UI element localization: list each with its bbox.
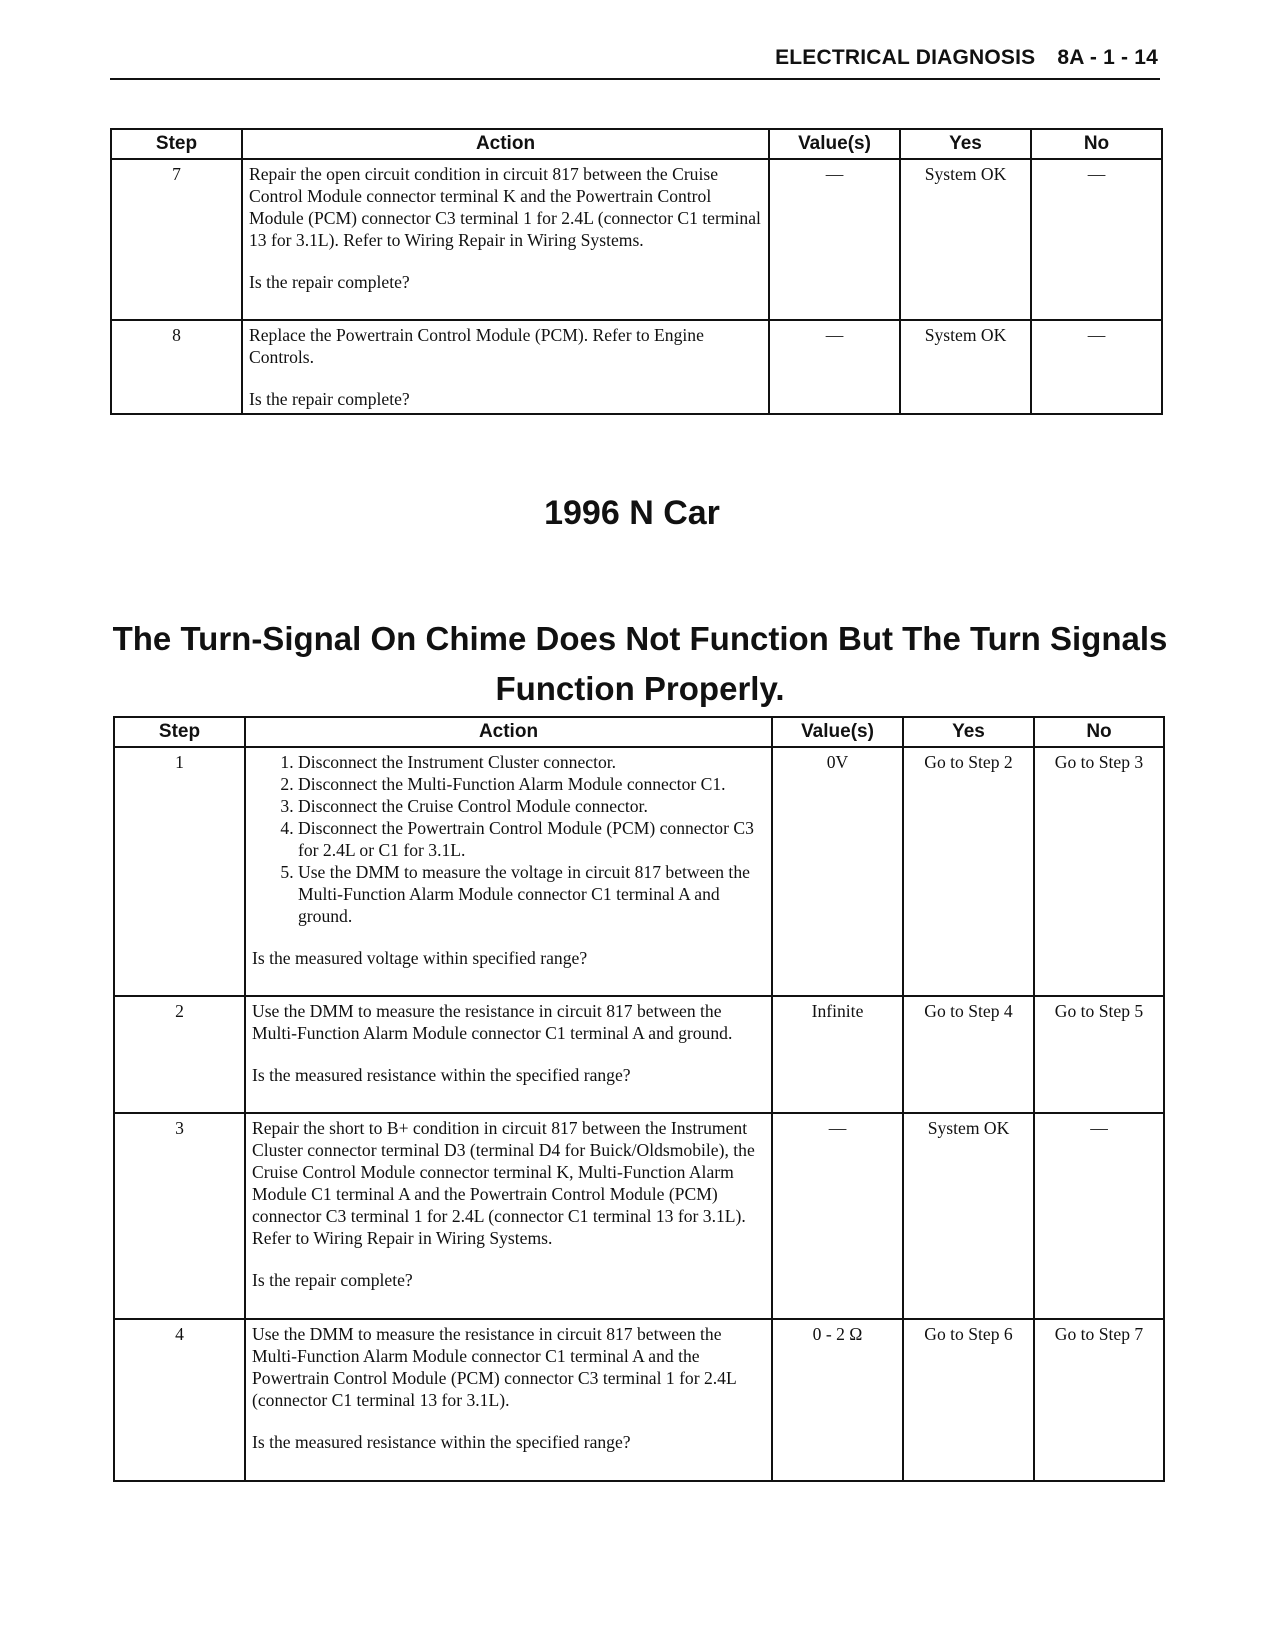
col-header-values: Value(s) [772,717,903,747]
yes-cell: System OK [903,1113,1034,1319]
col-header-action: Action [242,129,769,159]
header-text [775,46,1158,70]
table-header-row [111,129,1162,159]
action-step: 1. Disconnect the Instrument Cluster connector. [298,751,765,773]
col-header-no: No [1031,129,1162,159]
no-cell: — [1034,1113,1164,1319]
action-step-list [252,751,765,927]
action-step: 3. Disconnect the Cruise Control Module connector. [298,795,765,817]
action-question: Is the repair complete? [252,1270,413,1290]
yes-cell: Go to Step 4 [903,996,1034,1113]
action-text: Use the DMM to measure the resistance in circuit 817 between the Multi-Function Alarm Module connector C1 terminal A and ground. [252,1001,733,1043]
diagnostic-table [113,716,1165,1482]
action-cell [245,1113,772,1319]
table-row [114,747,1164,996]
col-header-step: Step [114,717,245,747]
value-cell: — [769,159,900,320]
action-question: Is the measured resistance within the specified range? [252,1065,631,1085]
section-title: ELECTRICAL DIAGNOSIS [775,46,1036,69]
step-number: 1 [114,747,245,996]
action-text: Use the DMM to measure the resistance in circuit 817 between the Multi-Function Alarm Module connector C1 terminal A and the Powertrain Control Module (PCM) connector C3 terminal 1 for 2.4L (connector C1 terminal 13 for 3.1L). [252,1324,737,1410]
col-header-yes: Yes [903,717,1034,747]
action-cell [242,320,769,414]
no-cell: Go to Step 3 [1034,747,1164,996]
step-number: 3 [114,1113,245,1319]
value-cell: — [772,1113,903,1319]
yes-cell: Go to Step 2 [903,747,1034,996]
value-cell: 0V [772,747,903,996]
step-number: 2 [114,996,245,1113]
yes-cell: Go to Step 6 [903,1319,1034,1481]
table-row [114,1113,1164,1319]
value-cell: 0 - 2 Ω [772,1319,903,1481]
no-cell: — [1031,159,1162,320]
no-cell: — [1031,320,1162,414]
diagnostic-table-continued [110,128,1163,415]
action-step: 4. Disconnect the Powertrain Control Module (PCM) connector C3 for 2.4L or C1 for 3.1L. [298,817,765,861]
step-number: 7 [111,159,242,320]
col-header-no: No [1034,717,1164,747]
action-text: Replace the Powertrain Control Module (PCM). Refer to Engine Controls. [249,325,704,367]
action-text: Repair the short to B+ condition in circuit 817 between the Instrument Cluster connector terminal D3 (terminal D4 for Buick/Oldsmobile), the Cruise Control Module connector terminal K, Multi-Function Alarm Module C1 terminal A and the Powertrain Control Module (PCM) connector C3 terminal 1 for 2.4L (connector C1 terminal 13 for 3.1L). Refer to Wiring Repair in Wiring Systems. [252,1118,755,1248]
action-cell [242,159,769,320]
car-title: 1996 N Car [544,494,720,532]
action-cell [245,747,772,996]
action-question: Is the measured voltage within specified range? [252,948,588,968]
yes-cell: System OK [900,159,1031,320]
page-number: 8A - 1 - 14 [1057,46,1158,69]
action-text: Repair the open circuit condition in circuit 817 between the Cruise Control Module connector terminal K and the Powertrain Control Module (PCM) connector C3 terminal 1 for 2.4L (connector C1 terminal 13 for 3.1L). Refer to Wiring Repair in Wiring Systems. [249,164,761,250]
action-step: 2. Disconnect the Multi-Function Alarm Module connector C1. [298,773,765,795]
no-cell: Go to Step 7 [1034,1319,1164,1481]
action-cell [245,996,772,1113]
action-step: 5. Use the DMM to measure the voltage in circuit 817 between the Multi-Function Alarm Module connector C1 terminal A and ground. [298,861,765,927]
col-header-values: Value(s) [769,129,900,159]
action-question: Is the repair complete? [249,272,410,292]
page-header [110,44,1160,80]
action-question: Is the repair complete? [249,389,410,409]
yes-cell: System OK [900,320,1031,414]
table-row [111,159,1162,320]
table-row [114,996,1164,1113]
value-cell: — [769,320,900,414]
step-number: 8 [111,320,242,414]
diagnosis-title: The Turn-Signal On Chime Does Not Function But The Turn Signals Function Properly. [112,620,1168,707]
step-number: 4 [114,1319,245,1481]
col-header-action: Action [245,717,772,747]
col-header-step: Step [111,129,242,159]
col-header-yes: Yes [900,129,1031,159]
action-cell [245,1319,772,1481]
value-cell: Infinite [772,996,903,1113]
no-cell: Go to Step 5 [1034,996,1164,1113]
table-row [114,1319,1164,1481]
action-question: Is the measured resistance within the specified range? [252,1432,631,1452]
table-header-row [114,717,1164,747]
table-row [111,320,1162,414]
